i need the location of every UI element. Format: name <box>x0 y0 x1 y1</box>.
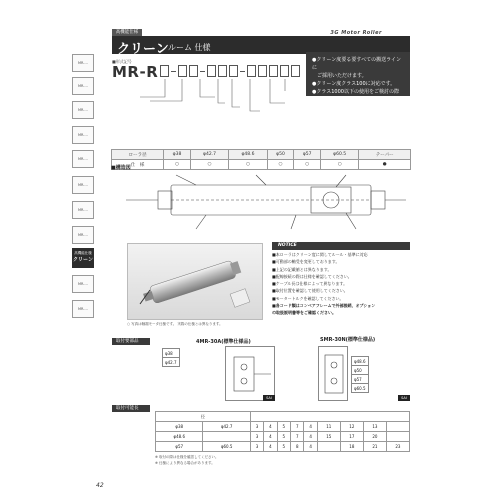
info-line: ●クリーン度クラス100に対応です。 <box>312 81 396 87</box>
code-box <box>218 65 227 77</box>
code-box <box>280 65 289 77</box>
table-cell: ● <box>359 160 411 170</box>
table-cell: φ38 <box>156 422 203 432</box>
table-cell: φ57 <box>294 150 321 160</box>
notice-item: ■各コード類はコンベアフレームで外部接続、オプション <box>272 303 376 309</box>
table-row <box>163 349 180 358</box>
table-cell: 4 <box>304 422 317 432</box>
side-tab[interactable]: MR-… <box>72 300 94 318</box>
table-cell <box>386 422 409 432</box>
page-subtitle: ルーム 仕様 <box>168 43 211 52</box>
code-dash <box>200 65 205 72</box>
table-cell: ○ <box>190 160 228 170</box>
info-line: 弊社までご相談ください。 <box>312 105 378 111</box>
notice-item: ■ケーブル長は仕様によって異なります。 <box>272 281 348 287</box>
code-dash <box>240 65 245 72</box>
brackets-section-head: 取付要部品 <box>112 338 150 345</box>
code-box <box>178 65 187 77</box>
model-caption: ■形式記号 <box>112 59 132 64</box>
model-code-leader-lines <box>120 79 295 119</box>
table-row <box>156 412 410 422</box>
notice-item: ■配線接続の際は仕様を確認してください。 <box>272 273 352 279</box>
table-cell: ○ <box>320 160 358 170</box>
table-row <box>156 422 410 432</box>
page-title: クリーン <box>117 42 169 57</box>
side-tab[interactable]: MR-… <box>72 201 94 219</box>
table-row <box>352 366 369 375</box>
notice-item: の取扱説明書等をご確認ください。 <box>272 310 336 316</box>
mounting-length-table <box>155 411 410 452</box>
side-tab-active[interactable] <box>72 248 94 268</box>
table-cell: 5 <box>277 422 290 432</box>
notice-item: ■取付位置を確認して使用してください。 <box>272 288 348 294</box>
table-cell: 3 <box>250 432 263 442</box>
table-cell: φ48.6 <box>352 357 369 366</box>
table-cell <box>203 432 250 442</box>
bottom-section-head: 取付可能長 <box>112 405 150 412</box>
table-cell: φ48.6 <box>229 150 267 160</box>
side-tab[interactable]: MR-… <box>72 54 94 72</box>
side-tab[interactable]: MR-… <box>72 275 94 293</box>
side-tab[interactable]: MR-… <box>72 77 94 95</box>
table-cell: 4 <box>264 442 277 452</box>
bottom-notes <box>155 455 219 466</box>
code-dash <box>171 65 176 72</box>
motor-roller-label: 3G Motor Roller <box>330 30 382 36</box>
table-cell: ○ <box>267 160 294 170</box>
table-cell: φ38 <box>164 150 191 160</box>
notice-item: ■上記の記載値とは異なります。 <box>272 266 332 272</box>
side-tab-label: クリーン <box>73 257 93 263</box>
table-cell: 4 <box>304 432 317 442</box>
table-cell: 3 <box>250 422 263 432</box>
side-tab[interactable]: MR-… <box>72 176 94 194</box>
table-cell: 13 <box>363 422 386 432</box>
table-cell: ○ <box>294 160 321 170</box>
side-tab[interactable]: MR-… <box>72 226 94 244</box>
table-cell: φ50 <box>267 150 294 160</box>
table-cell: 5 <box>277 442 290 452</box>
code-box <box>258 65 267 77</box>
table-cell: 21 <box>363 442 386 452</box>
structure-drawing <box>116 171 406 235</box>
roller-image <box>128 244 264 321</box>
code-box <box>247 65 256 77</box>
table-cell: φ50 <box>352 366 369 375</box>
table-cell: 7 <box>291 432 304 442</box>
table-cell <box>250 412 409 422</box>
table-cell: 17 <box>340 432 363 442</box>
table-row <box>112 160 411 170</box>
table-cell: 11 <box>317 422 340 432</box>
table-cell: 4 <box>264 422 277 432</box>
left-bracket-drawing <box>225 346 275 401</box>
roller-spec-table <box>111 149 411 170</box>
table-cell: φ38 <box>163 349 180 358</box>
code-box <box>269 65 278 77</box>
table-cell: φ57 <box>352 375 369 384</box>
code-box <box>160 65 169 77</box>
table-cell: 15 <box>317 432 340 442</box>
right-bracket-title: SMR-30N(標準仕様品) <box>320 337 376 343</box>
table-cell <box>317 442 340 452</box>
notice-heading: NOTICE <box>272 242 410 250</box>
side-tab[interactable]: MR-… <box>72 150 94 168</box>
table-row <box>112 150 411 160</box>
left-bracket-title: 4MR-30A(標準仕様品) <box>196 339 251 345</box>
table-cell: φ60.5 <box>352 384 369 393</box>
notice-item: ■本ローラはクリーン度に関してルール・基準に対応 <box>272 252 368 257</box>
table-row <box>352 357 369 366</box>
product-photo <box>127 243 263 320</box>
code-box <box>207 65 216 77</box>
side-tab[interactable]: MR-… <box>72 126 94 144</box>
table-cell: 3 <box>250 442 263 452</box>
note-line: ※ 取付の際は仕様を確認してください。 <box>155 455 219 459</box>
table-cell: 4 <box>264 432 277 442</box>
model-code: MR-R <box>112 63 159 81</box>
table-row <box>352 375 369 384</box>
right-bracket-svg <box>319 347 349 402</box>
page-number: 42 <box>96 482 104 489</box>
table-cell: ○ <box>229 160 267 170</box>
left-bracket-badge: SAI <box>263 395 275 401</box>
table-row <box>156 442 410 452</box>
notice-item: ■モータートルクを確認してください。 <box>272 295 344 301</box>
table-cell: φ60.5 <box>203 442 250 452</box>
table-cell: 5 <box>277 432 290 442</box>
feature-info-box <box>306 52 410 111</box>
table-cell: 20 <box>363 432 386 442</box>
right-bracket-drawing <box>318 346 348 401</box>
table-cell: 8 <box>291 442 304 452</box>
table-cell: ローラ径 <box>112 150 164 160</box>
side-tab-sub: 高機能仕様 <box>74 251 92 255</box>
photo-caption: ○ 写真は軸端モータ仕様です。 実際の仕様とは異なります。 <box>127 322 223 326</box>
table-cell: 7 <box>291 422 304 432</box>
structure-label: ■構造図 <box>111 165 131 171</box>
table-cell: φ57 <box>156 442 203 452</box>
table-cell: 23 <box>386 442 409 452</box>
table-cell: 4 <box>304 442 317 452</box>
table-cell: テーパー <box>359 150 411 160</box>
info-line: ●クリーン度要る要すべての搬送ラインに <box>312 57 402 71</box>
table-cell: φ42.7 <box>190 150 228 160</box>
table-row <box>352 384 369 393</box>
code-box <box>189 65 198 77</box>
table-cell: φ48.6 <box>156 432 203 442</box>
table-cell: φ42.7 <box>203 422 250 432</box>
code-box <box>291 65 300 77</box>
table-cell: ○ <box>164 160 191 170</box>
table-cell: 18 <box>340 442 363 452</box>
right-bracket-badge: SAI <box>398 395 410 401</box>
code-box <box>229 65 238 77</box>
left-bracket-svg <box>226 347 276 402</box>
table-cell: φ42.7 <box>163 358 180 367</box>
table-cell: φ60.5 <box>320 150 358 160</box>
category-tag: 高機能仕様 <box>112 29 142 36</box>
model-code-boxes <box>160 65 300 77</box>
left-dim-table <box>162 348 180 367</box>
notice-item: ■可動部の軸受を変更しております。 <box>272 259 340 265</box>
note-line: ※ 仕様により異なる場合があります。 <box>155 460 215 465</box>
table-row <box>156 432 410 442</box>
notice-list <box>272 251 410 317</box>
table-cell <box>386 432 409 442</box>
table-row <box>163 358 180 367</box>
table-cell: 12 <box>340 422 363 432</box>
right-dim-table <box>351 356 369 393</box>
info-line: ご採用いただけます。 <box>312 73 367 79</box>
side-tab[interactable]: MR-… <box>72 101 94 119</box>
info-line: ●クラス1000以下の使用をご検討の際は、 <box>312 89 399 103</box>
table-cell: 径 <box>156 412 251 422</box>
table-cell: 仕 様 <box>112 160 164 170</box>
